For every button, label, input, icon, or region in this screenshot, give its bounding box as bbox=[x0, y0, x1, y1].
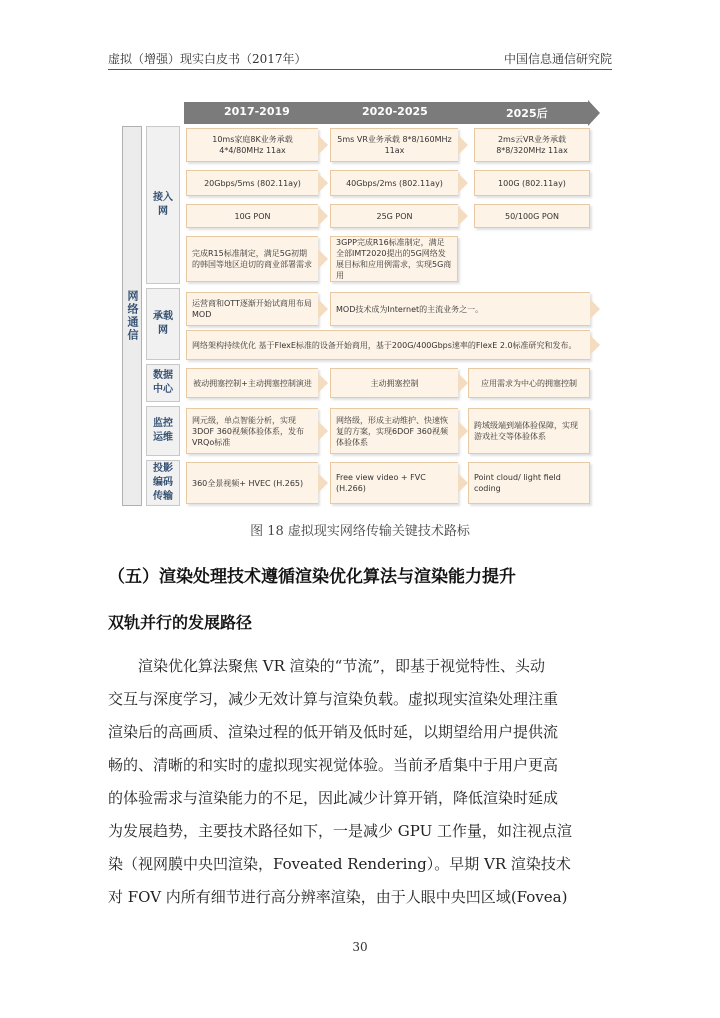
roadmap-cell: Free view video + FVC (H.266) bbox=[330, 462, 458, 504]
roadmap-cell: 运营商和OTT逐渐开始试商用布局MOD bbox=[186, 292, 318, 326]
period-label: 2020-2025 bbox=[362, 105, 428, 118]
roadmap-cell: 2ms云VR业务承载 8*8/320MHz 11ax bbox=[474, 128, 590, 162]
roadmap-cell: 360全景视频+ HVEC (H.265) bbox=[186, 462, 318, 504]
figure-caption: 图 18 虚拟现实网络传输关键技术路标 bbox=[250, 524, 470, 539]
network-roadmap-figure bbox=[122, 98, 600, 512]
roadmap-cell: 25G PON bbox=[330, 204, 458, 228]
period-label: 2025后 bbox=[506, 107, 548, 120]
paragraph-line: 畅的、清晰的和实时的虚拟现实视觉体验。当前矛盾集中于用户更高 bbox=[108, 756, 559, 774]
roadmap-cell: 网络架构持续优化 基于FlexE标准的设备开始商用，基于200G/400Gbps速率的FlexE 2.0标准研究和发布。 bbox=[186, 330, 590, 360]
roadmap-cell: 网元级，单点智能分析，实现3DOF 360视频体验体系，发布VRQo标准 bbox=[186, 408, 318, 454]
paragraph-line: 为发展趋势，主要技术路径如下，一是减少 GPU 工作量，如注视点渲 bbox=[108, 822, 572, 840]
paragraph-line: 交互与深度学习，减少无效计算与渲染负载。虚拟现实渲染处理注重 bbox=[108, 690, 559, 708]
roadmap-cell: 10G PON bbox=[186, 204, 318, 228]
paragraph-line: 渲染优化算法聚焦 VR 渲染的“节流”，即基于视觉特性、头动 bbox=[108, 657, 546, 675]
section-heading-continued: 双轨并行的发展路径 bbox=[108, 613, 253, 632]
roadmap-cell: 跨域级端到端体验保障，实现游戏社交等体验体系 bbox=[468, 408, 590, 454]
header-organization: 中国信息通信研究院 bbox=[503, 52, 612, 66]
paragraph-line: 的体验需求与渲染能力的不足，因此减少计算开销，降低渲染时延成 bbox=[108, 789, 559, 807]
row-label-datacenter: 数据中心 bbox=[146, 364, 180, 402]
roadmap-cell: 100G (802.11ay) bbox=[474, 170, 590, 196]
roadmap-cell: 10ms家庭8K业务承载 4*4/80MHz 11ax bbox=[186, 128, 318, 162]
period-label: 2017-2019 bbox=[224, 105, 290, 118]
roadmap-cell: Point cloud/ light field coding bbox=[468, 462, 590, 504]
roadmap-cell: 主动拥塞控制 bbox=[330, 368, 458, 398]
row-label-monitor: 监控运维 bbox=[146, 406, 180, 456]
roadmap-cell: 5ms VR业务承载 8*8/160MHz 11ax bbox=[330, 128, 458, 162]
row-label-access: 接入网 bbox=[146, 126, 180, 284]
roadmap-cell: 完成R15标准制定，满足5G初期的韩国等地区迫切的商业部署需求 bbox=[186, 236, 318, 282]
roadmap-cell: 网络级，形成主动维护、快速恢复的方案，实现6DOF 360视频体验体系 bbox=[330, 408, 458, 454]
timeline-arrow bbox=[184, 102, 600, 124]
roadmap-cell: 被动拥塞控制+主动拥塞控制演进 bbox=[186, 368, 318, 398]
row-label-bearer: 承载网 bbox=[146, 288, 180, 360]
roadmap-cell: 20Gbps/5ms (802.11ay) bbox=[186, 170, 318, 196]
roadmap-cell: 应用需求为中心的拥塞控制 bbox=[468, 368, 590, 398]
paragraph-line: 染（视网膜中央凹渲染，Foveated Rendering）。早期 VR 渲染技术 bbox=[108, 855, 571, 873]
page-number: 30 bbox=[352, 940, 368, 954]
header-title: 虚拟（增强）现实白皮书（2017年） bbox=[108, 52, 307, 66]
roadmap-cell: 40Gbps/2ms (802.11ay) bbox=[330, 170, 458, 196]
roadmap-cell: MOD技术成为Internet的主流业务之一。 bbox=[330, 292, 590, 326]
row-label-codec: 投影编码传输 bbox=[146, 460, 180, 506]
page-header bbox=[108, 48, 612, 70]
roadmap-cell: 3GPP完成R16标准制定，满足全部IMT2020提出的5G网络发展目标和应用例需求，实现5G商用 bbox=[330, 236, 458, 282]
paragraph-line: 渲染后的高画质、渲染过程的低开销及低时延，以期望给用户提供流 bbox=[108, 723, 559, 741]
section-heading: （五）渲染处理技术遵循渲染优化算法与渲染能力提升 bbox=[108, 567, 516, 587]
side-category-label: 网络通信 bbox=[122, 126, 142, 506]
paragraph-line: 对 FOV 内所有细节进行高分辨率渲染，由于人眼中央凹区域(Fovea) bbox=[108, 888, 568, 906]
body-paragraph bbox=[108, 650, 614, 914]
roadmap-cell: 50/100G PON bbox=[474, 204, 590, 228]
